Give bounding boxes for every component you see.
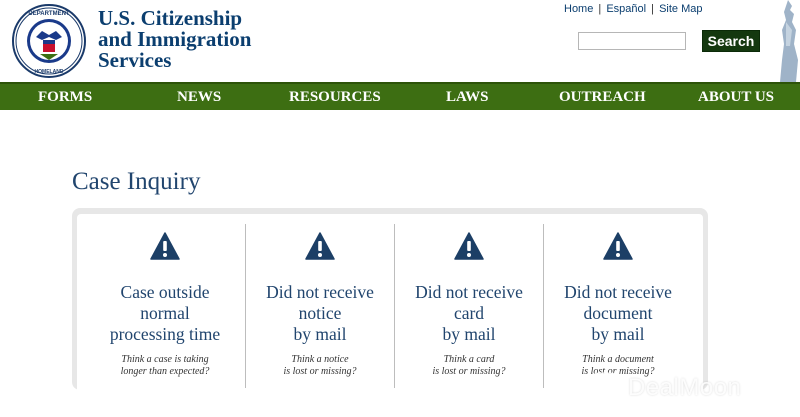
nav-laws[interactable]: LAWS xyxy=(446,89,489,105)
main-nav xyxy=(0,82,800,110)
nav-outreach[interactable]: OUTREACH xyxy=(559,89,646,105)
option-description-line: longer than expected? xyxy=(120,366,210,377)
nav-resources[interactable]: RESOURCES xyxy=(289,89,381,105)
svg-text:DEPARTMENT: DEPARTMENT xyxy=(28,11,70,17)
option-description-line: is lost or missing? xyxy=(432,366,506,377)
agency-name-line: U.S. Citizenship xyxy=(98,6,243,30)
agency-name-line: and Immigration xyxy=(98,27,252,51)
link-separator: | xyxy=(598,3,602,15)
warning-icon xyxy=(454,232,484,260)
option-title xyxy=(246,282,394,345)
link-separator: | xyxy=(651,3,655,15)
option-card[interactable] xyxy=(395,226,543,388)
warning-icon xyxy=(150,232,180,260)
option-title-line: Did not receive xyxy=(266,282,374,302)
option-description-line: is lost or missing? xyxy=(283,366,357,377)
option-title-line: normal xyxy=(140,303,190,323)
agency-name-line: Services xyxy=(98,48,172,72)
case-inquiry-panel xyxy=(72,208,708,390)
option-title-line: Case outside xyxy=(120,282,210,302)
option-title-line: by mail xyxy=(442,324,496,344)
home-link[interactable]: Home xyxy=(564,3,594,15)
option-title-line: notice xyxy=(298,303,342,323)
option-title-line: by mail xyxy=(293,324,347,344)
option-title-line: card xyxy=(453,303,485,323)
statue-of-liberty-icon xyxy=(770,0,800,82)
watermark xyxy=(588,368,788,408)
nav-about-us[interactable]: ABOUT US xyxy=(698,89,774,105)
option-description-line: Think a document xyxy=(582,354,654,365)
nav-news[interactable]: NEWS xyxy=(177,89,222,105)
option-title-line: by mail xyxy=(591,324,645,344)
option-notice[interactable] xyxy=(246,226,394,388)
option-description-line: Think a card xyxy=(443,354,495,365)
option-description xyxy=(246,354,394,378)
option-description-line: is lost or missing? xyxy=(581,366,655,377)
svg-text:HOMELAND: HOMELAND xyxy=(34,69,64,75)
option-processing-time[interactable] xyxy=(91,226,239,388)
option-description-line: Think a case is taking xyxy=(121,354,209,365)
case-inquiry-options xyxy=(77,214,703,390)
option-description-line: Think a notice xyxy=(291,354,349,365)
warning-icon xyxy=(603,232,633,260)
search-input[interactable] xyxy=(578,32,686,50)
option-description xyxy=(395,354,543,378)
site-map-link[interactable]: Site Map xyxy=(659,3,703,15)
option-title xyxy=(544,282,692,345)
nav-forms[interactable]: FORMS xyxy=(38,89,93,105)
utility-links xyxy=(564,3,703,15)
page-title: Case Inquiry xyxy=(72,168,201,195)
option-title-line: processing time xyxy=(109,324,221,344)
option-title-line: Did not receive xyxy=(415,282,523,302)
watermark-text: DealMoon xyxy=(628,374,742,401)
option-title-line: Did not receive xyxy=(564,282,672,302)
option-document[interactable] xyxy=(544,226,692,388)
option-description xyxy=(91,354,239,378)
search-button[interactable]: Search xyxy=(702,30,760,52)
site-header xyxy=(0,0,800,82)
warning-icon xyxy=(305,232,335,260)
option-title xyxy=(91,282,239,345)
option-title-line: document xyxy=(583,303,653,323)
option-title xyxy=(395,282,543,345)
dhs-seal-icon[interactable] xyxy=(12,4,86,78)
dealmoon-logo-icon xyxy=(588,372,622,404)
espanol-link[interactable]: Español xyxy=(606,3,647,15)
agency-name[interactable] xyxy=(98,8,298,71)
